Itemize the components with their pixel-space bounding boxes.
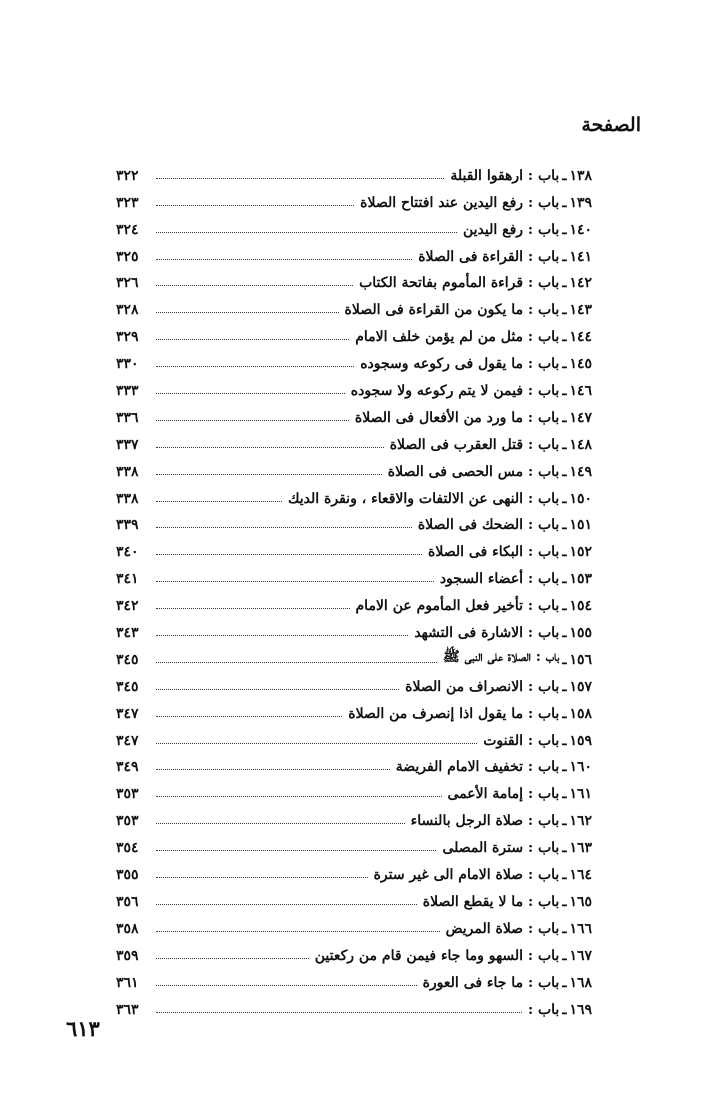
entry-page-number: ٣٣٨ <box>116 490 139 507</box>
entry-title: باب : ما يقول اذا إنصرف من الصلاة <box>348 705 560 722</box>
entry-page-number: ٣٤٠ <box>116 544 139 561</box>
entry-separator: ـ <box>562 705 567 722</box>
entry-page-number: ٣٢٣ <box>116 194 139 211</box>
dot-leader <box>156 743 477 744</box>
toc-entry <box>116 722 592 749</box>
dot-leader <box>156 501 282 502</box>
dot-leader <box>156 904 417 905</box>
entry-number: ١٤٨ <box>569 436 592 453</box>
toc-entry <box>116 695 592 722</box>
entry-separator: ـ <box>562 974 567 991</box>
entry-separator: ـ <box>562 383 567 400</box>
toc-entry <box>116 856 592 883</box>
entry-title: باب : صلاة المريض <box>445 920 560 937</box>
entry-number: ١٣٨ <box>569 167 592 184</box>
entry-title: باب : سترة المصلى <box>442 840 560 857</box>
entry-number: ١٦٦ <box>569 920 592 937</box>
dot-leader <box>156 447 384 448</box>
entry-page-number: ٣٥٥ <box>116 867 139 884</box>
dot-leader <box>156 689 399 690</box>
dot-leader <box>156 339 349 340</box>
toc-entry <box>116 372 592 399</box>
dot-leader <box>156 716 342 717</box>
entry-page-number: ٣٢٩ <box>116 329 139 346</box>
entry-page-number: ٣٣٨ <box>116 463 139 480</box>
entry-separator: ـ <box>562 221 567 238</box>
entry-title: باب : ما يكون من القراءة فى الصلاة <box>344 302 560 319</box>
entry-title: باب : قراءة المأموم بفاتحة الكتاب <box>359 275 560 292</box>
entry-separator: ـ <box>562 329 567 346</box>
dot-leader <box>156 796 442 797</box>
entry-page-number: ٣٤٧ <box>116 705 139 722</box>
toc-entry <box>116 668 592 695</box>
toc-entry <box>116 775 592 802</box>
entry-title: باب : الانصراف من الصلاة <box>405 678 560 695</box>
toc-entry <box>116 749 592 776</box>
entry-number: ١٥٥ <box>569 625 592 642</box>
dot-leader <box>156 581 434 582</box>
entry-separator: ـ <box>562 893 567 910</box>
entry-page-number: ٣٣٣ <box>116 383 139 400</box>
table-of-contents <box>116 157 592 1018</box>
entry-page-number: ٣٥٣ <box>116 786 139 803</box>
entry-title: باب : الاشارة فى التشهد <box>414 625 560 642</box>
entry-number: ١٦٩ <box>569 1001 592 1018</box>
dot-leader <box>156 850 436 851</box>
toc-entry <box>116 238 592 265</box>
toc-entry <box>116 883 592 910</box>
entry-title: باب : النهى عن الالتفات والاقعاء ، ونقرة الديك <box>287 490 560 507</box>
entry-separator: ـ <box>562 248 567 265</box>
toc-entry <box>116 910 592 937</box>
toc-entry <box>116 641 592 668</box>
toc-entry <box>116 453 592 480</box>
toc-entry <box>116 587 592 614</box>
entry-separator: ـ <box>562 786 567 803</box>
entry-page-number: ٣٢٨ <box>116 302 139 319</box>
toc-entry <box>116 802 592 829</box>
toc-entry <box>116 291 592 318</box>
entry-page-number: ٣٥٣ <box>116 813 139 830</box>
entry-separator: ـ <box>562 571 567 588</box>
entry-number: ١٥٢ <box>569 544 592 561</box>
toc-entry <box>116 480 592 507</box>
entry-number: ١٤٦ <box>569 383 592 400</box>
entry-title: باب : ما لا يقطع الصلاة <box>422 893 560 910</box>
entry-number: ١٦٨ <box>569 974 592 991</box>
dot-leader <box>156 232 457 233</box>
dot-leader <box>156 1012 522 1013</box>
entry-separator: ـ <box>562 167 567 184</box>
entry-number: ١٦٣ <box>569 840 592 857</box>
entry-page-number: ٣٤٥ <box>116 678 139 695</box>
entry-title: باب : ما ورد من الأفعال فى الصلاة <box>354 409 560 426</box>
entry-number: ١٥١ <box>569 517 592 534</box>
entry-number: ١٥٩ <box>569 732 592 749</box>
dot-leader <box>156 877 368 878</box>
entry-page-number: ٣٤٥ <box>116 651 139 668</box>
entry-number: ١٥٧ <box>569 678 592 695</box>
entry-title: باب : الصلاة على النبى ﷺ <box>442 648 560 665</box>
entry-number: ١٣٩ <box>569 194 592 211</box>
toc-entry <box>116 829 592 856</box>
entry-separator: ـ <box>562 625 567 642</box>
entry-separator: ـ <box>562 867 567 884</box>
toc-entry <box>116 937 592 964</box>
toc-entry <box>116 426 592 453</box>
entry-title: باب : مثل من لم يؤمن خلف الامام <box>355 329 560 346</box>
entry-title: باب : صلاة الرجل بالنساء <box>410 813 560 830</box>
entry-number: ١٥٨ <box>569 705 592 722</box>
dot-leader <box>156 823 405 824</box>
entry-title: باب : رفع اليدين <box>463 221 560 238</box>
entry-title: باب : قتل العقرب فى الصلاة <box>389 436 560 453</box>
entry-separator: ـ <box>562 194 567 211</box>
toc-entry <box>116 211 592 238</box>
dot-leader <box>156 259 412 260</box>
entry-title: باب : ارهقوا القبلة <box>450 167 560 184</box>
entry-title: باب : تخفيف الامام الفريضة <box>395 759 560 776</box>
toc-entry <box>116 318 592 345</box>
dot-leader <box>156 205 354 206</box>
entry-separator: ـ <box>562 840 567 857</box>
page-number: ٦١٣ <box>66 1016 100 1041</box>
entry-separator: ـ <box>562 947 567 964</box>
entry-title: باب : الضحك فى الصلاة <box>417 517 560 534</box>
entry-number: ١٤٤ <box>569 329 592 346</box>
entry-page-number: ٣٥٦ <box>116 893 139 910</box>
entry-separator: ـ <box>562 651 567 668</box>
entry-number: ١٦٧ <box>569 947 592 964</box>
dot-leader <box>156 635 408 636</box>
entry-title: باب : تأخير فعل المأموم عن الامام <box>355 598 560 615</box>
dot-leader <box>156 554 422 555</box>
entry-title: باب : ما جاء فى العورة <box>422 974 560 991</box>
entry-separator: ـ <box>562 409 567 426</box>
entry-separator: ـ <box>562 436 567 453</box>
entry-separator: ـ <box>562 544 567 561</box>
dot-leader <box>156 527 412 528</box>
toc-entry <box>116 614 592 641</box>
entry-title: باب : صلاة الامام الى غير سترة <box>373 867 560 884</box>
dot-leader <box>156 393 345 394</box>
toc-entry <box>116 991 592 1018</box>
entry-title: باب : البكاء فى الصلاة <box>428 544 560 561</box>
entry-page-number: ٣٢٢ <box>116 167 139 184</box>
entry-number: ١٤٠ <box>569 221 592 238</box>
entry-separator: ـ <box>562 1001 567 1018</box>
toc-entry <box>116 265 592 292</box>
toc-entry <box>116 184 592 211</box>
entry-separator: ـ <box>562 463 567 480</box>
entry-number: ١٤٩ <box>569 463 592 480</box>
entry-title: باب : رفع اليدين عند افتتاح الصلاة <box>360 194 560 211</box>
entry-number: ١٤٢ <box>569 275 592 292</box>
entry-separator: ـ <box>562 678 567 695</box>
entry-separator: ـ <box>562 759 567 776</box>
toc-entry <box>116 399 592 426</box>
dot-leader <box>156 769 390 770</box>
entry-separator: ـ <box>562 920 567 937</box>
entry-separator: ـ <box>562 517 567 534</box>
entry-page-number: ٣٣٧ <box>116 436 139 453</box>
dot-leader <box>156 958 309 959</box>
entry-title: باب : فيمن لا يتم ركوعه ولا سجوده <box>350 383 560 400</box>
entry-title: باب : مس الحصى فى الصلاة <box>387 463 560 480</box>
toc-entry <box>116 560 592 587</box>
dot-leader <box>156 285 353 286</box>
entry-title: باب : إمامة الأعمى <box>447 786 560 803</box>
entry-title: باب : السهو وما جاء فيمن قام من ركعتين <box>314 947 560 964</box>
dot-leader <box>156 608 350 609</box>
entry-number: ١٦٤ <box>569 867 592 884</box>
dot-leader <box>156 985 417 986</box>
dot-leader <box>156 474 382 475</box>
entry-title: باب : ما يقول فى ركوعه وسجوده <box>360 356 560 373</box>
entry-title: باب : <box>527 1001 560 1018</box>
entry-page-number: ٣٣٩ <box>116 517 139 534</box>
entry-number: ١٥٠ <box>569 490 592 507</box>
entry-page-number: ٣٤٣ <box>116 625 139 642</box>
page-column-heading: الصفحة <box>581 114 641 136</box>
entry-page-number: ٣٦١ <box>116 974 139 991</box>
entry-page-number: ٣٤١ <box>116 571 139 588</box>
entry-separator: ـ <box>562 490 567 507</box>
entry-title: باب : القنوت <box>483 732 560 749</box>
entry-page-number: ٣٢٤ <box>116 221 139 238</box>
entry-page-number: ٣٤٩ <box>116 759 139 776</box>
entry-page-number: ٣٥٩ <box>116 947 139 964</box>
toc-entry <box>116 157 592 184</box>
entry-page-number: ٣٥٨ <box>116 920 139 937</box>
entry-page-number: ٣٥٤ <box>116 840 139 857</box>
entry-separator: ـ <box>562 732 567 749</box>
entry-separator: ـ <box>562 302 567 319</box>
entry-page-number: ٣٢٦ <box>116 275 139 292</box>
entry-page-number: ٣٤٢ <box>116 598 139 615</box>
entry-page-number: ٣٤٧ <box>116 732 139 749</box>
entry-number: ١٦٥ <box>569 893 592 910</box>
entry-title: باب : أعضاء السجود <box>439 571 560 588</box>
entry-page-number: ٣٦٣ <box>116 1001 139 1018</box>
entry-number: ١٥٤ <box>569 598 592 615</box>
entry-number: ١٤٥ <box>569 356 592 373</box>
entry-page-number: ٣٣٠ <box>116 356 139 373</box>
entry-separator: ـ <box>562 598 567 615</box>
entry-page-number: ٣٣٦ <box>116 409 139 426</box>
dot-leader <box>156 931 440 932</box>
entry-number: ١٦٢ <box>569 813 592 830</box>
dot-leader <box>156 366 354 367</box>
dot-leader <box>156 420 349 421</box>
entry-page-number: ٣٢٥ <box>116 248 139 265</box>
entry-number: ١٤٣ <box>569 302 592 319</box>
entry-separator: ـ <box>562 275 567 292</box>
dot-leader <box>156 662 437 663</box>
entry-separator: ـ <box>562 813 567 830</box>
toc-entry <box>116 507 592 534</box>
dot-leader <box>156 178 444 179</box>
entry-number: ١٤١ <box>569 248 592 265</box>
dot-leader <box>156 312 339 313</box>
toc-entry <box>116 345 592 372</box>
entry-number: ١٤٧ <box>569 409 592 426</box>
entry-number: ١٦١ <box>569 786 592 803</box>
entry-number: ١٥٣ <box>569 571 592 588</box>
entry-number: ١٥٦ <box>569 651 592 668</box>
toc-entry <box>116 964 592 991</box>
entry-number: ١٦٠ <box>569 759 592 776</box>
entry-separator: ـ <box>562 356 567 373</box>
toc-entry <box>116 533 592 560</box>
entry-title: باب : القراءة فى الصلاة <box>418 248 560 265</box>
